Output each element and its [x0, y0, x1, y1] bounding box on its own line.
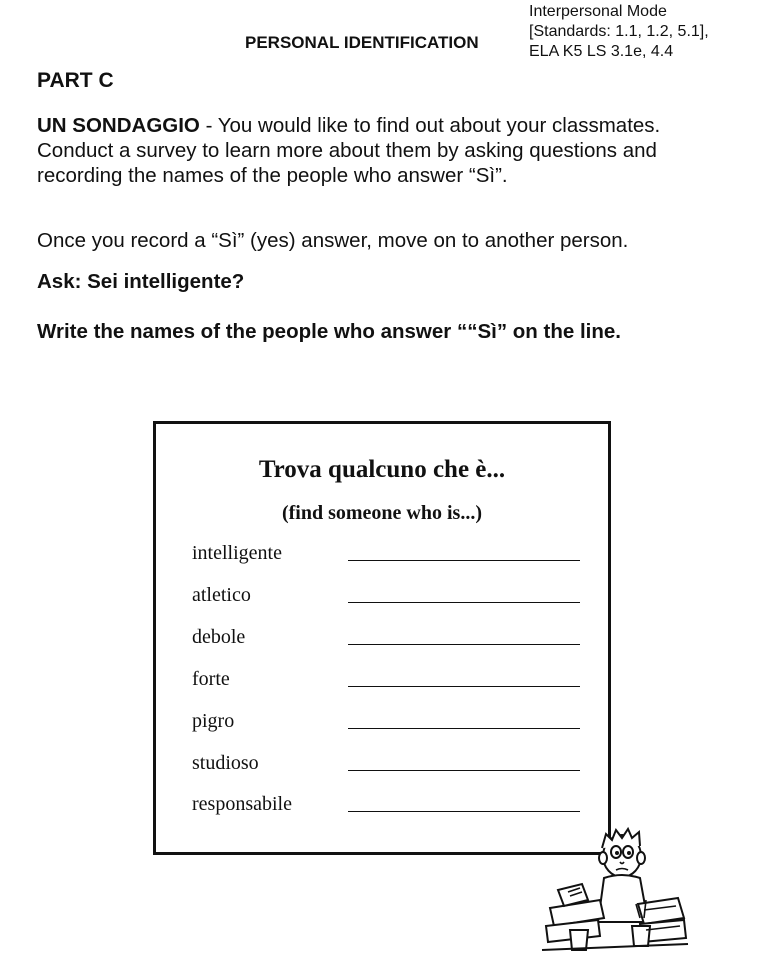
standards-line: [Standards: 1.1, 1.2, 5.1], [529, 23, 709, 40]
survey-row [192, 710, 582, 740]
adjective-label: studioso [192, 752, 259, 774]
ask-question: Ask: Sei intelligente? [37, 270, 245, 293]
answer-line[interactable] [348, 728, 580, 729]
adjective-label: pigro [192, 710, 235, 732]
intro-paragraph [37, 113, 727, 188]
answer-line[interactable] [348, 602, 580, 603]
intro-lead: UN SONDAGGIO [37, 114, 200, 137]
answer-line[interactable] [348, 644, 580, 645]
part-label: PART C [37, 69, 114, 92]
adjective-label: forte [192, 668, 230, 690]
standards-line: Interpersonal Mode [529, 3, 667, 20]
survey-row [192, 542, 582, 572]
survey-title: Trova qualcuno che è... [258, 456, 506, 483]
answer-line[interactable] [348, 560, 580, 561]
write-instruction: Write the names of the people who answer ““Sì” on the line. [37, 320, 621, 343]
survey-subtitle: (find someone who is...) [281, 502, 482, 524]
answer-line[interactable] [348, 686, 580, 687]
instruction-text: Once you record a “Sì” (yes) answer, move on to another person. [37, 229, 629, 252]
intro-text: - You would like to find out about your classmates. Conduct a survey to learn more about them by asking questions and recording the names of the people who answer “Sì”. [37, 114, 661, 187]
survey-row [192, 626, 582, 656]
survey-box [153, 421, 611, 855]
page-title: PERSONAL IDENTIFICATION [245, 33, 479, 52]
answer-line[interactable] [348, 811, 580, 812]
survey-row [192, 584, 582, 614]
adjective-label: atletico [192, 584, 251, 606]
standards-line: ELA K5 LS 3.1e, 4.4 [529, 43, 674, 60]
student-illustration [540, 826, 690, 954]
standards-note [529, 2, 709, 62]
survey-row [192, 668, 582, 698]
adjective-label: debole [192, 626, 246, 648]
survey-row [192, 793, 582, 823]
adjective-label: intelligente [192, 542, 282, 564]
adjective-label: responsabile [192, 793, 292, 815]
survey-row [192, 752, 582, 782]
answer-line[interactable] [348, 770, 580, 771]
